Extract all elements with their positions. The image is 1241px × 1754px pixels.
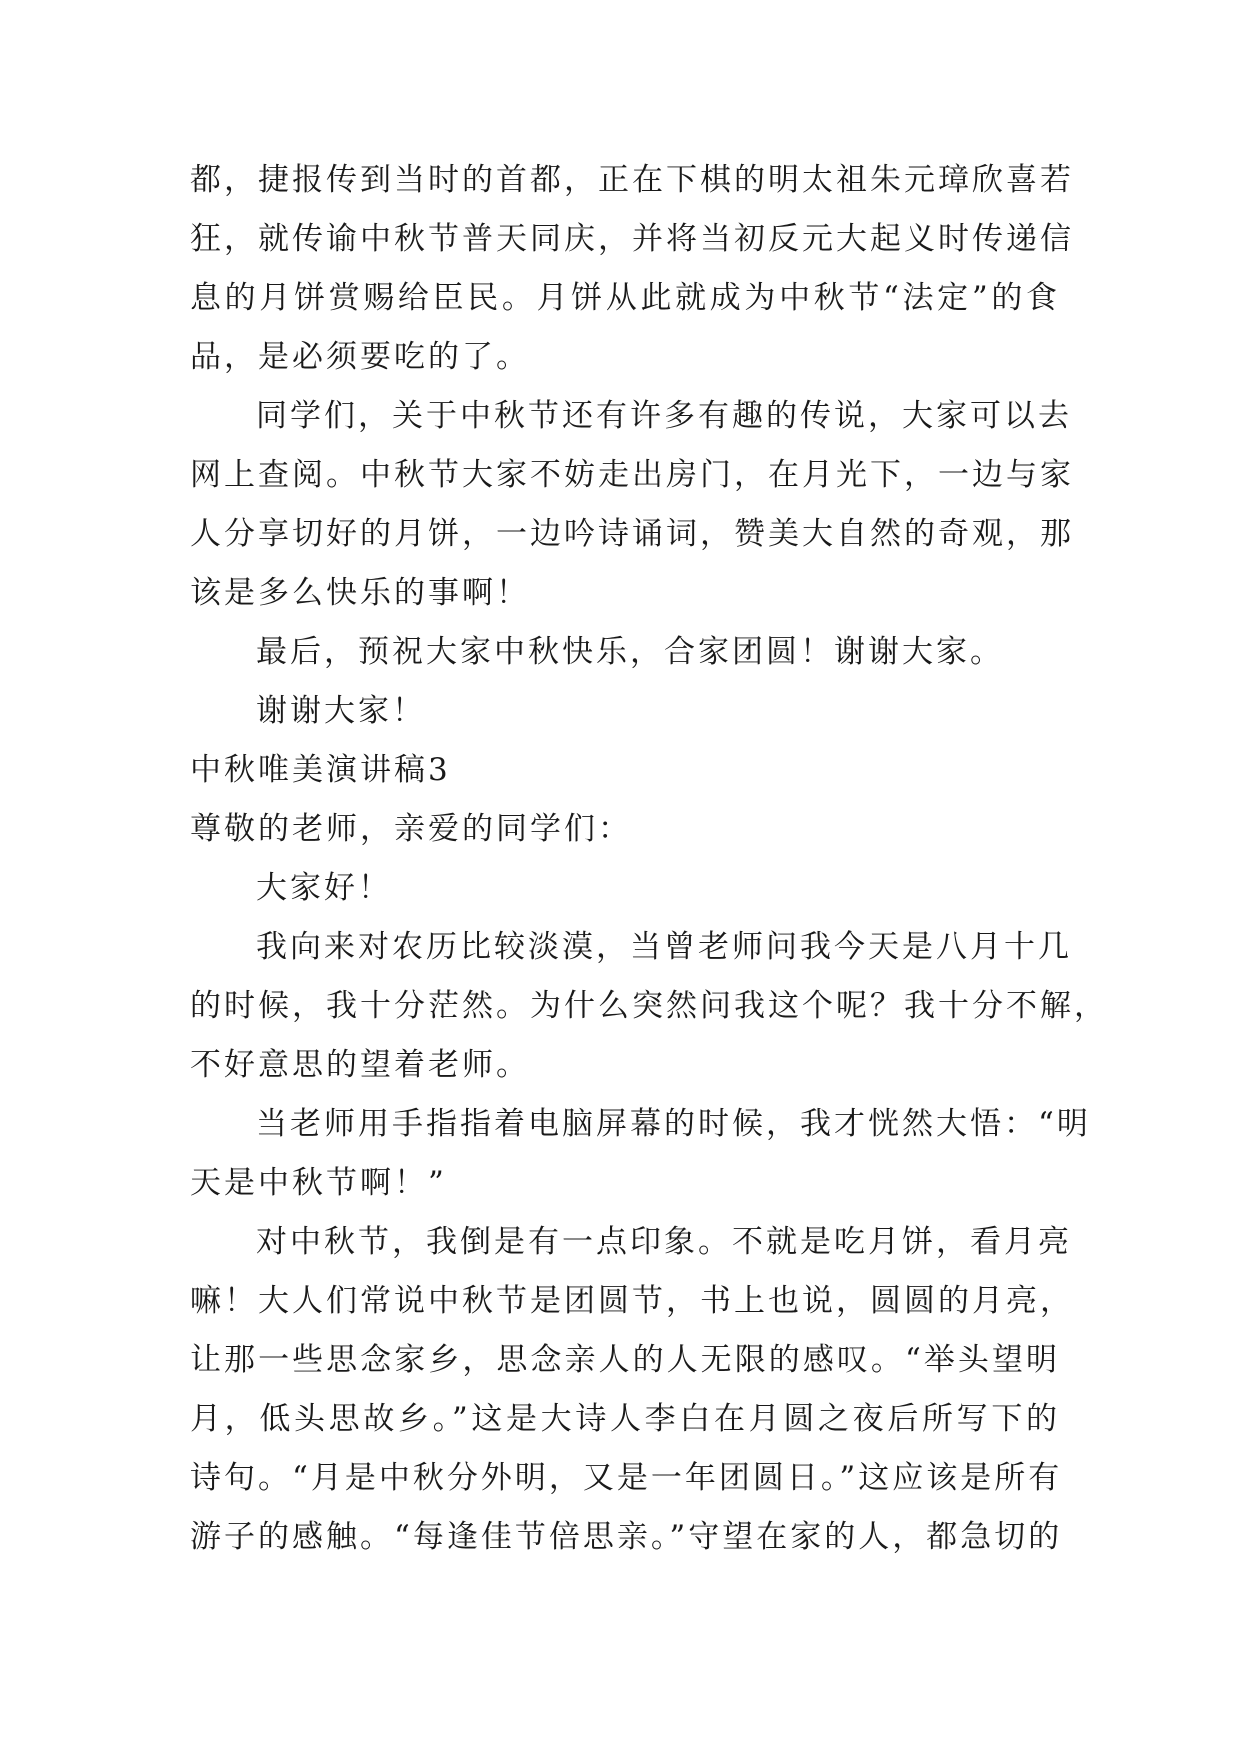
text-line: 游子的感触。“每逢佳节倍思亲。”守望在家的人，都急切的 bbox=[190, 1519, 1063, 1555]
text-line: 月，低头思故乡。”这是大诗人李白在月圆之夜后所写下的 bbox=[190, 1401, 1060, 1437]
greeting: 大家好！ bbox=[256, 870, 392, 906]
text-line: 天是中秋节啊！” bbox=[190, 1165, 447, 1201]
text-line: 人分享切好的月饼，一边吟诗诵词，赞美大自然的奇观，那 bbox=[190, 516, 1074, 552]
paragraph-first-line: 同学们，关于中秋节还有许多有趣的传说，大家可以去 bbox=[256, 398, 1072, 434]
paragraph-first-line: 我向来对农历比较淡漠，当曾老师问我今天是八月十几 bbox=[256, 929, 1072, 965]
salutation: 尊敬的老师，亲爱的同学们： bbox=[190, 811, 632, 847]
text-line: 息的月饼赏赐给臣民。月饼从此就成为中秋节“法定”的食 bbox=[190, 280, 1060, 316]
text-line: 诗句。“月是中秋分外明，又是一年团圆日。”这应该是所有 bbox=[190, 1460, 1063, 1496]
text-line: 网上查阅。中秋节大家不妨走出房门，在月光下，一边与家 bbox=[190, 457, 1074, 493]
section-heading: 中秋唯美演讲稿3 bbox=[190, 752, 451, 788]
text-line: 让那一些思念家乡，思念亲人的人无限的感叹。“举头望明 bbox=[190, 1342, 1060, 1378]
paragraph-first-line: 当老师用手指指着电脑屏幕的时候，我才恍然大悟：“明 bbox=[256, 1106, 1091, 1142]
paragraph-first-line: 谢谢大家！ bbox=[256, 693, 426, 729]
text-line: 嘛！大人们常说中秋节是团圆节，书上也说，圆圆的月亮， bbox=[190, 1283, 1074, 1319]
text-line: 的时候，我十分茫然。为什么突然问我这个呢？我十分不解， bbox=[190, 988, 1108, 1024]
paragraph-first-line: 对中秋节，我倒是有一点印象。不就是吃月饼，看月亮 bbox=[256, 1224, 1072, 1260]
text-line: 都，捷报传到当时的首都，正在下棋的明太祖朱元璋欣喜若 bbox=[190, 162, 1074, 198]
text-line: 品，是必须要吃的了。 bbox=[190, 339, 530, 375]
text-line: 狂，就传谕中秋节普天同庆，并将当初反元大起义时传递信 bbox=[190, 221, 1074, 257]
text-line: 该是多么快乐的事啊！ bbox=[190, 575, 530, 611]
text-line: 不好意思的望着老师。 bbox=[190, 1047, 530, 1083]
paragraph-first-line: 最后，预祝大家中秋快乐，合家团圆！谢谢大家。 bbox=[256, 634, 1004, 670]
